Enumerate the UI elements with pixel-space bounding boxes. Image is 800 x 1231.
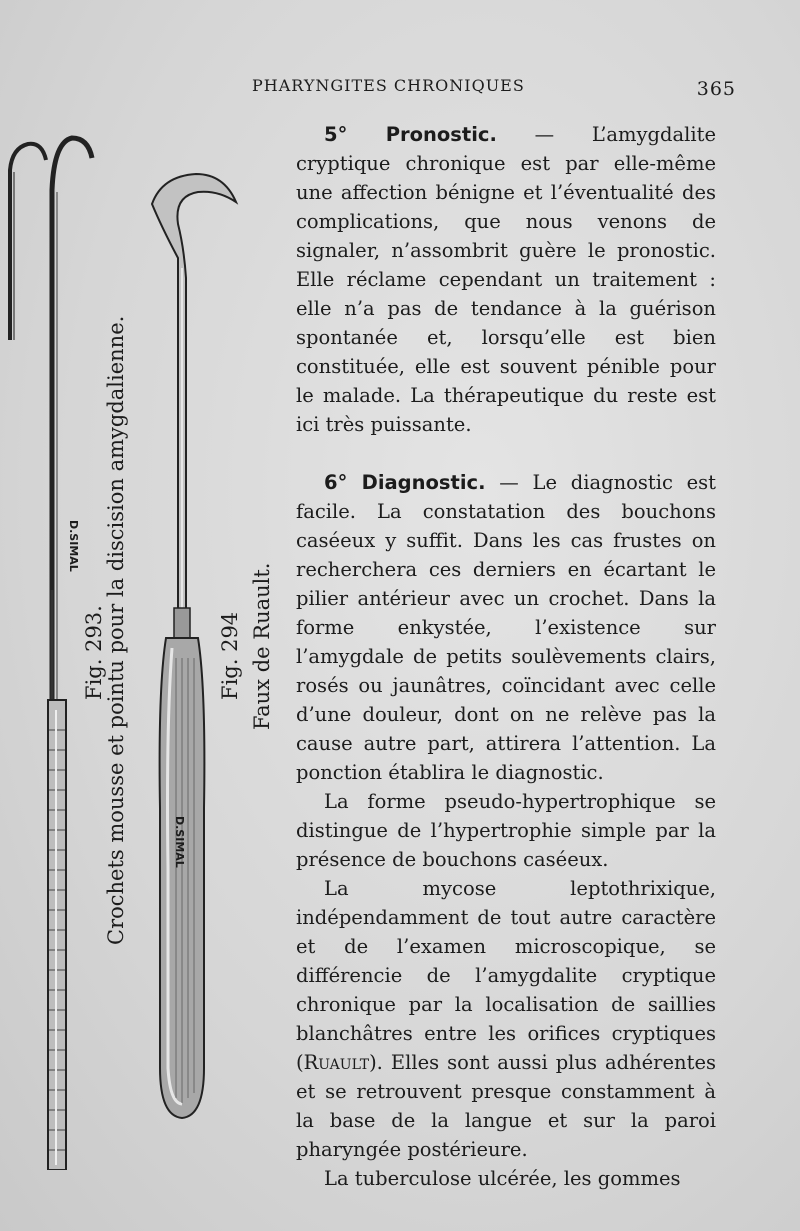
body-text [296,120,716,1193]
author-ruault: Ruault [303,1051,370,1074]
section-heading-diagnostic: 6° Diagnostic. [324,471,486,494]
paragraph-tuberculose: La tuberculose ulcérée, les gommes [324,1167,681,1190]
section-heading-pronostic: 5° Pronostic. [324,123,497,146]
figure-294-signature: D.SIMAL [173,816,186,868]
figure-294-caption: Faux de Ruault. [250,562,274,730]
paragraph-diagnostic [296,468,716,787]
paragraph-mycose-text-b: ). Elles sont aussi plus adhérentes et se retrouvent presque constamment à la base de la langue et sur la paroi pharyngée postérieure. [296,1051,716,1161]
figure-294-label: Fig. 294 [218,611,242,700]
paragraph-diagnostic-text: — Le diagnostic est facile. La constatation des bouchons caséeux y suffit. Dans les cas frustes on recherchera ces derniers en écartant le pilier antérieur avec un crochet. Dans la forme enkystée, l’existence sur l’amygdale de petits soulèvements clairs, rosés ou jaunâtres, coïncidant avec celle d’une douleur, dont on ne relève pas la cause autre part, attirera l’attention. La ponction établira le diagnostic. [296,471,717,784]
paragraph-mycose [296,874,716,1164]
running-header [252,76,772,106]
page-number: 365 [696,78,736,100]
figure-293-caption: Crochets mousse et pointu pour la discision amygdalienne. [104,315,128,945]
figure-293-label: Fig. 293. [82,605,106,700]
paragraph-pronostic-text: — L’amygdalite cryptique chronique est par elle-même une affection bénigne et l’éventualité des complications, que nous venons de signaler, n’assombrit guère le pronostic. Elle réclame cependant un traitement : elle n’a pas de tendance à la guérison spontanée et, lorsqu’elle est bien constituée, elle est souvent pénible pour le malade. La thérapeutique du reste est ici très puissante. [296,123,716,436]
figure-293-signature: D.SIMAL [67,520,80,572]
paragraph-pronostic [296,120,716,439]
paragraph-mycose-text-a: La mycose leptothrixique, indépendamment de tout autre caractère et de l’examen microscopique, se différencie de l’amygdalite cryptique chronique par la localisation de saillies blanchâtres entre les orifices cryptiques ( [296,877,716,1074]
paragraph-pseudo-hypertrophique: La forme pseudo-hypertrophique se distingue de l’hypertrophie simple par la présence de bouchons caséeux. [296,790,716,871]
header-title: PHARYNGITES CHRONIQUES [252,76,525,95]
